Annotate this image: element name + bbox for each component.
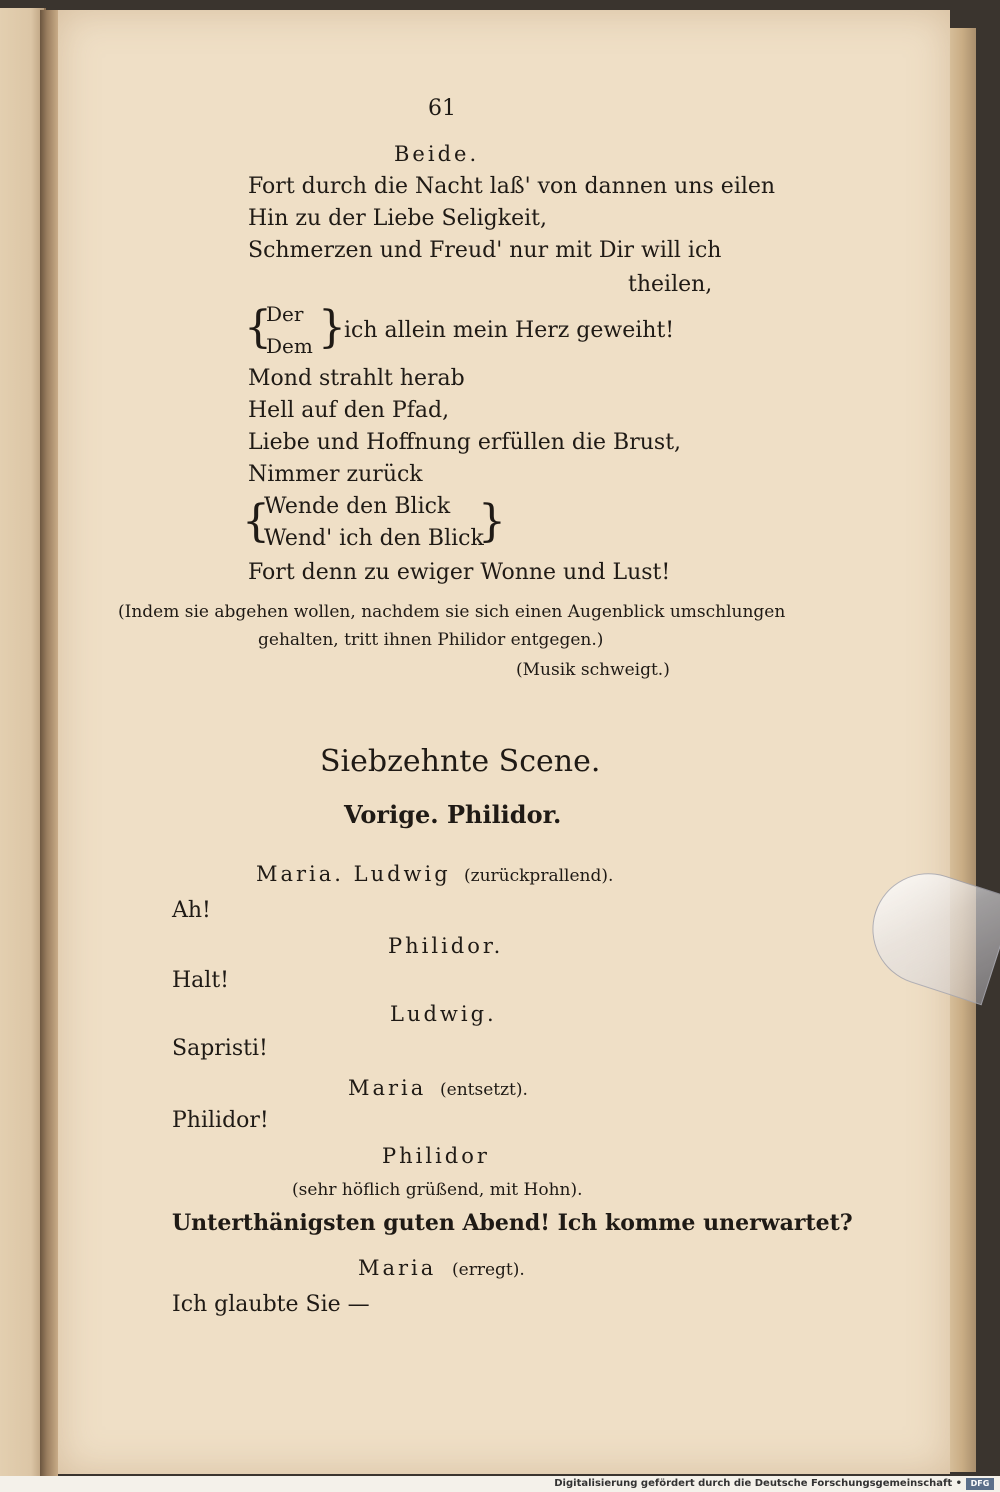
stage-direction: gehalten, tritt ihnen Philidor entgegen.) (258, 630, 604, 650)
verse-line: Schmerzen und Freud' nur mit Dir will ich (248, 238, 722, 263)
dialogue-line: Halt! (172, 968, 230, 993)
music-note: (Musik schweigt.) (516, 660, 670, 680)
dialogue-line: Ich glaubte Sie — (172, 1292, 370, 1317)
speaker-names: Maria. Ludwig (256, 862, 451, 886)
page-number: 61 (428, 96, 456, 121)
speaker-name: Maria (358, 1256, 437, 1280)
dialogue-line: Sapristi! (172, 1036, 268, 1061)
book-spine (40, 10, 58, 1476)
verse-line: Liebe und Hoffnung erfüllen die Brust, (248, 430, 682, 455)
scene-persons: Vorige. Philidor. (344, 800, 562, 829)
verse-line: Hell auf den Pfad, (248, 398, 450, 423)
dialogue-line: Philidor! (172, 1108, 269, 1133)
speaker-beide: Beide. (394, 142, 480, 166)
dialogue-line: Ah! (172, 898, 211, 923)
brace-left: { (244, 302, 272, 353)
speaker-direction: (entsetzt). (440, 1080, 528, 1100)
speaker-name: Ludwig. (390, 1002, 497, 1026)
dialogue-line: Unterthänigsten guten Abend! Ich komme unerwartet? (172, 1210, 853, 1236)
verse-line: Mond strahlt herab (248, 366, 465, 391)
footer-credit: Digitalisierung gefördert durch die Deutsche Forschungsgemeinschaft • (554, 1478, 962, 1489)
verse-line: Fort denn zu ewiger Wonne und Lust! (248, 560, 671, 585)
stage-direction: (Indem sie abgehen wollen, nachdem sie sich einen Augenblick umschlungen (118, 602, 786, 622)
speaker-name: Philidor. (388, 934, 504, 958)
brace-option-bottom: Wend' ich den Blick (264, 526, 484, 551)
brace-option-top: Der (266, 302, 304, 326)
brace-option-top: Wende den Blick (264, 494, 451, 519)
verse-line: theilen, (628, 272, 713, 297)
verse-line: Fort durch die Nacht laß' von dannen uns eilen (248, 174, 776, 199)
dfg-logo: DFG (966, 1478, 994, 1490)
scene-title: Siebzehnte Scene. (320, 744, 601, 779)
speaker-name: Philidor (382, 1144, 490, 1168)
brace-right: } (478, 496, 506, 547)
verse-line: Hin zu der Liebe Seligkeit, (248, 206, 547, 231)
brace-right: } (318, 302, 346, 353)
speaker-direction: (sehr höflich grüßend, mit Hohn). (292, 1180, 583, 1200)
speaker-direction: (erregt). (452, 1260, 525, 1280)
brace-left: { (242, 496, 270, 547)
page-stack-edge (948, 28, 976, 1472)
verse-line: ich allein mein Herz geweiht! (344, 318, 675, 343)
brace-option-bottom: Dem (266, 334, 313, 358)
speaker-name: Maria (348, 1076, 427, 1100)
speaker-direction: (zurückprallend). (464, 866, 614, 886)
verse-line: Nimmer zurück (248, 462, 423, 487)
